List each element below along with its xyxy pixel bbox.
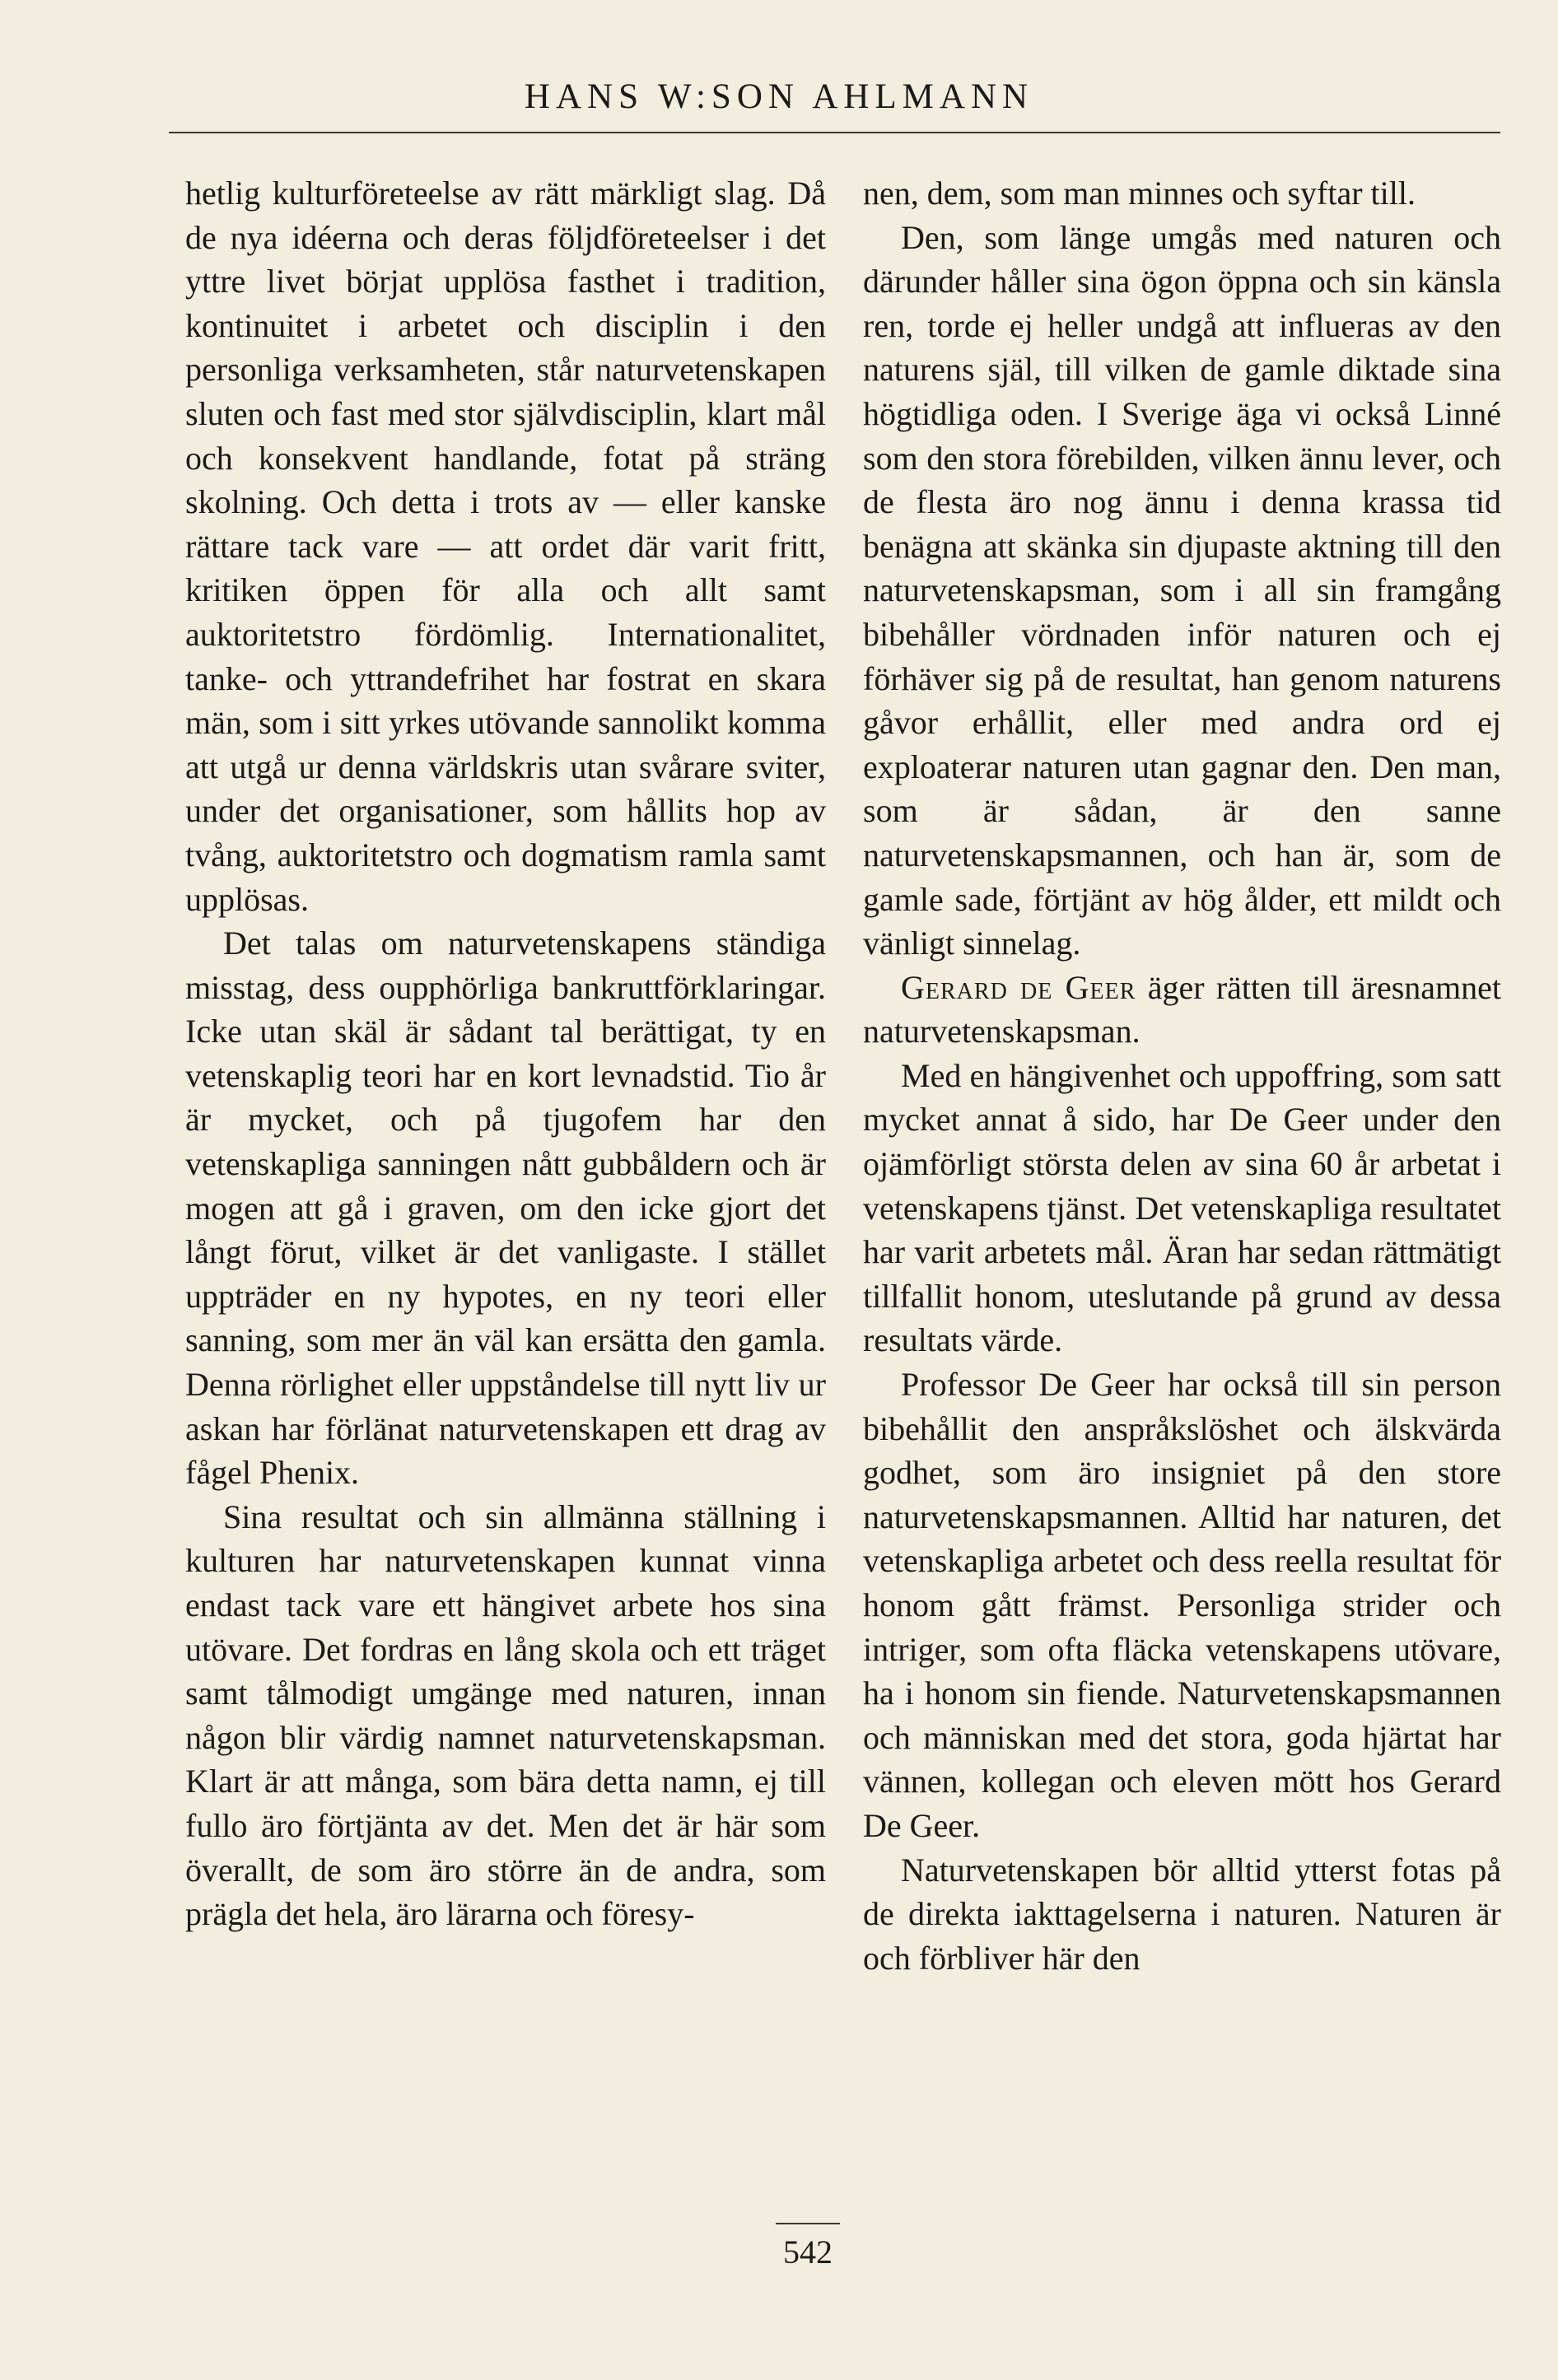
paragraph: Sina resultat och sin allmänna ställning i kulturen har naturvetenskapen kunnat vinna endast tack vare ett hängivet arbete hos sina utövare. Det fordras en lång skola och ett träget samt tålmodigt umgänge med naturen, innan någon blir värdig namnet naturvetenskapsman. Klart är att många, som bära detta namn, ej till fullo äro förtjänta av det. Men det är här som överallt, de som äro större än de andra, som prägla det hela, äro lärarna och föresy-	[185, 1497, 826, 1933]
paragraph: Den, som länge umgås med naturen och därunder håller sina ögon öppna och sin känsla ren, torde ej heller undgå att influeras av den naturens själ, till vilken de gamle diktade sina högtidliga oden. I Sverige äga vi också Linné som den stora förebilden, vilken ännu lever, och de flesta äro nog ännu i denna krassa tid benägna att skänka sin djupaste aktning till den naturvetenskapsman, som i all sin framgång bibehåller vördnaden inför naturen och ej förhäver sig på de resultat, han genom naturens gåvor erhållit, eller med andra ord ej exploaterar naturen utan gagnar den. Den man, som är sådan, är den sanne naturvetenskapsmannen, och han är, som de gamle sade, förtjänt av hög ålder, ett mildt och vänligt sinnelag.	[863, 218, 1501, 962]
page-number-rule	[776, 2223, 840, 2224]
person-name: Gerard de Geer	[901, 968, 1136, 1006]
paragraph: Professor De Geer har också till sin person bibehållit den anspråkslöshet och älskvärda godhet, som äro insigniet på den store naturvetenskapsmannen. Alltid har naturen, det vetenskapliga arbetet och dess reella resultat för honom gått främst. Personliga strider och intriger, som ofta fläcka vetenskapens utövare, ha i honom sin fiende. Naturvetenskapsmannen och människan med det stora, goda hjärtat har vännen, kollegan och eleven mött hos Gerard De Geer.	[863, 1366, 1501, 1844]
running-head: HANS W:SON AHLMANN	[524, 77, 1034, 116]
paragraph: nen, dem, som man minnes och syftar till.	[863, 175, 1416, 212]
right-column	[863, 171, 1501, 1980]
page-number: 542	[783, 2233, 833, 2271]
paragraph: Naturvetenskapen bör alltid ytterst fotas på de direkta iakttagelserna i naturen. Naturen är och förbliver här den	[863, 1851, 1501, 1977]
paragraph	[863, 966, 1501, 1054]
left-column	[185, 171, 826, 1936]
paragraph: Det talas om naturvetenskapens ständiga misstag, dess oupphörliga bankruttförklaringar. Icke utan skäl är sådant tal berättigat, ty en vetenskaplig teori har en kort levnadstid. Tio år är mycket, och på tjugofem har den vetenskapliga sanningen nått gubbåldern och är mogen att gå i graven, om den icke gjort det långt förut, vilket är det vanligaste. I stället uppträder en ny hypotes, en ny teori eller sanning, som mer än väl kan ersätta den gamla. Denna rörlighet eller uppståndelse till nytt liv ur askan har förlänat naturvetenskapen ett drag av fågel Phenix.	[185, 925, 826, 1492]
paragraph-text: äger rätten till äresnamnet naturvetenskapsman.	[863, 968, 1501, 1050]
paragraph: Med en hängivenhet och uppoffring, som satt mycket annat å sido, har De Geer under den ojämförligt största delen av sina 60 år arbetat i vetenskapens tjänst. Det vetenskapliga resultatet har varit arbetets mål. Äran har sedan rättmätigt tillfallit honom, uteslutande på grund av dessa resultats värde.	[863, 1056, 1501, 1359]
paragraph: hetlig kulturföreteelse av rätt märkligt slag. Då de nya idéerna och deras följdföreteelser i det yttre livet börjat upplösa fasthet i tradition, kontinuitet i arbetet och disciplin i den personliga verksamheten, står naturvetenskapen sluten och fast med stor självdisciplin, klart mål och konsekvent handlande, fotat på sträng skolning. Och detta i trots av — eller kanske rättare tack vare — att ordet där varit fritt, kritiken öppen för alla och allt samt auktoritetstro fördömlig. Internationalitet, tanke- och yttrandefrihet har fostrat en skara män, som i sitt yrkes utövande sannolikt komma att utgå ur denna världskris utan svårare sviter, under det organisationer, som hållits hop av tvång, auktoritetstro och dogmatism ramla samt upplösas.	[185, 175, 826, 918]
header-rule	[169, 132, 1500, 133]
